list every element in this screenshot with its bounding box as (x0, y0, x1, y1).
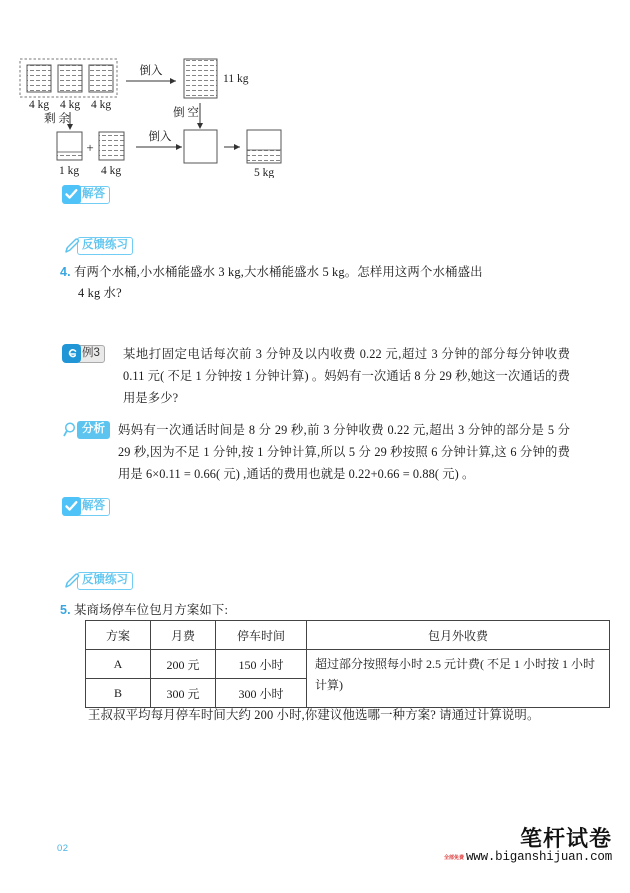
example-3-text: 某地打固定电话每次前 3 分钟及以内收费 0.22 元,超过 3 分钟的部分每分钟收费 0.11 元( 不足 1 分钟按 1 分钟计算) 。妈妈有一次通话 8 分 29 秒,她这一次通话的费用是多少? (123, 347, 570, 405)
practice-badge-1 (62, 236, 133, 255)
diagram-label-11kg: 11 kg (223, 73, 249, 85)
practice-badge-2 (62, 571, 133, 590)
diagram-label-pour-empty: 倒 空 (173, 107, 199, 119)
analysis-badge (62, 420, 110, 439)
diagram-label-plus: + (86, 140, 94, 155)
table-header-fee: 月费 (151, 621, 216, 650)
row-a-fee: 200 元 (151, 650, 216, 679)
diagram-label-bucket1: 4 kg (28, 99, 50, 111)
row-b-fee: 300 元 (151, 679, 216, 708)
magnifier-icon (62, 420, 81, 439)
question-5-closing: 王叔叔平均每月停车时间大约 200 小时,你建议他选哪一种方案? 请通过计算说明。 (88, 708, 540, 722)
logo-url-text: www.biganshijuan.com (465, 850, 612, 864)
site-logo (444, 828, 612, 864)
question-4-text-line-1: 有两个水桶,小水桶能盛水 3 kg,大水桶能盛水 5 kg。怎样用这两个水桶盛出 (73, 265, 483, 279)
diagram-label-remainder: 剩 余 (44, 113, 70, 125)
question-4-number: 4. (60, 265, 71, 279)
question-5-number: 5. (60, 603, 71, 617)
water-bucket-pouring-diagram (0, 48, 630, 178)
table-row (86, 650, 610, 679)
analysis-text: 妈妈有一次通话时间是 8 分 29 秒,前 3 分钟收费 0.22 元,超出 3 分钟的部分是 5 分 29 秒,因为不足 1 分钟,按 1 分钟计算,所以 5 分 29 秒按照 6 分钟计算,这 6 分钟的费用是 6×0.11 = 0.66( 元) ,通话的费用也就是 0.22+0.66 = 0.88( 元) 。 (118, 423, 570, 481)
pencil-icon (62, 571, 81, 590)
table-header-time: 停车时间 (216, 621, 307, 650)
diagram-label-pour-in-1: 倒入 (139, 65, 163, 77)
practice-badge-label: 反馈练习 (77, 237, 133, 255)
example-icon (62, 344, 81, 363)
example-badge-label: 例3 (77, 345, 105, 363)
question-5-prompt-text: 某商场停车位包月方案如下: (73, 603, 229, 617)
question-5-prompt (60, 600, 570, 621)
logo-free-tag: 全部免费 (443, 854, 464, 861)
page-number: 02 (57, 843, 69, 854)
solution-badge-label: 解答 (77, 186, 110, 204)
diagram-label-bucket2: 4 kg (59, 99, 81, 111)
solution-badge-label: 解答 (77, 498, 110, 516)
diagram-label-4kg-add: 4 kg (100, 165, 122, 177)
question-4-line-2: 4 kg 水? (78, 286, 122, 300)
parking-scheme-table (85, 620, 610, 708)
question-4-line-1 (60, 262, 570, 283)
row-b-scheme: B (86, 679, 151, 708)
pencil-icon (62, 236, 81, 255)
practice-badge-label: 反馈练习 (77, 572, 133, 590)
logo-subline (444, 851, 612, 864)
analysis-badge-label: 分析 (77, 421, 110, 439)
check-icon (62, 497, 81, 516)
analysis-text-first-line (118, 419, 570, 485)
example-badge (62, 344, 105, 363)
table-header-extra-fee: 包月外收费 (307, 621, 610, 650)
solution-badge-1 (62, 185, 110, 204)
logo-brand-text: 笔杆试卷 (519, 826, 612, 851)
diagram-label-pour-in-2: 倒入 (148, 131, 172, 143)
table-header-scheme: 方案 (86, 621, 151, 650)
diagram-label-5kg: 5 kg (253, 167, 275, 178)
check-icon (62, 185, 81, 204)
solution-badge-2 (62, 497, 110, 516)
table-merged-extra-fee: 超过部分按照每小时 2.5 元计费( 不足 1 小时按 1 小时计算) (307, 650, 610, 708)
row-b-time: 300 小时 (216, 679, 307, 708)
table-header-row (86, 621, 610, 650)
row-a-time: 150 小时 (216, 650, 307, 679)
parking-scheme-table-wrap (85, 620, 610, 708)
diagram-label-bucket3: 4 kg (90, 99, 112, 111)
diagram-label-1kg: 1 kg (58, 165, 80, 177)
row-a-scheme: A (86, 650, 151, 679)
